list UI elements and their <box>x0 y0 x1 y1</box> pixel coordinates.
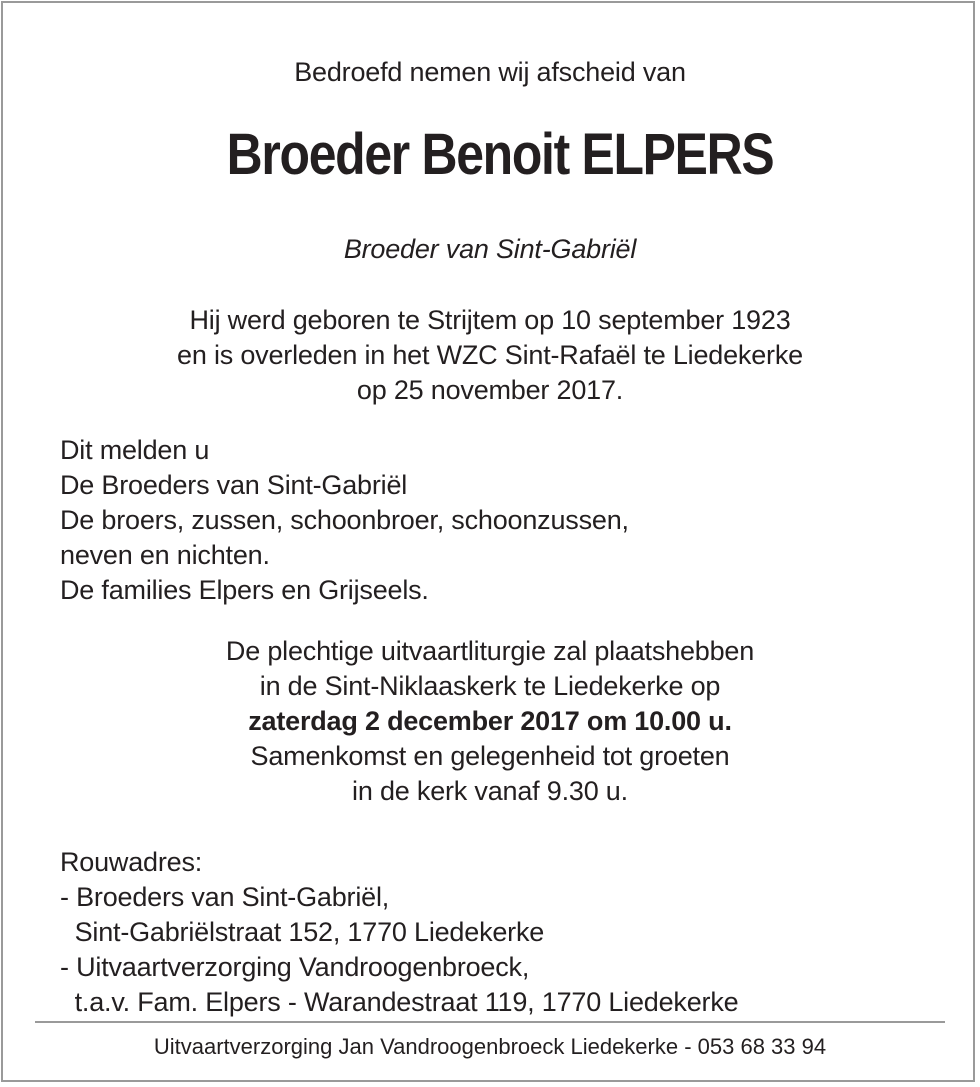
funeral-line-1: De plechtige uitvaartliturgie zal plaatshebben <box>225 636 755 666</box>
funeral-line-2: in de Sint-Niklaaskerk te Liedekerke op <box>259 671 721 701</box>
announcer-line-3: De broers, zussen, schoonbroer, schoonzussen, <box>60 505 629 535</box>
birth-line-2: en is overleden in het WZC Sint-Rafaël te Liedekerke <box>177 340 803 370</box>
address-line-1: - Broeders van Sint-Gabriël, <box>60 882 390 912</box>
intro-text: Bedroefd nemen wij afscheid van <box>294 57 686 87</box>
announcer-line-5: De families Elpers en Grijseels. <box>60 575 429 605</box>
birth-line-1: Hij werd geboren te Strijtem op 10 september 1923 <box>189 305 791 335</box>
funeral-director-footer: Uitvaartverzorging Jan Vandroogenbroeck Liedekerke - 053 68 33 94 <box>153 1034 827 1059</box>
address-line-3: - Uitvaartverzorging Vandroogenbroeck, <box>60 952 530 982</box>
funeral-line-5: in de kerk vanaf 9.30 u. <box>352 776 628 806</box>
deceased-name: Broeder Benoit ELPERS <box>226 122 774 187</box>
birth-line-3: op 25 november 2017. <box>356 375 624 405</box>
footer-divider <box>35 1021 945 1023</box>
religious-title: Broeder van Sint-Gabriël <box>343 234 637 264</box>
announcer-line-1: Dit melden u <box>60 435 210 465</box>
address-line-4: t.a.v. Fam. Elpers - Warandestraat 119, 1770 Liedekerke <box>60 987 739 1017</box>
announcer-line-4: neven en nichten. <box>60 540 270 570</box>
funeral-date: zaterdag 2 december 2017 om 10.00 u. <box>248 706 732 736</box>
funeral-line-4: Samenkomst en gelegenheid tot groeten <box>250 741 730 771</box>
address-line-2: Sint-Gabriëlstraat 152, 1770 Liedekerke <box>60 917 545 947</box>
address-heading: Rouwadres: <box>60 847 203 877</box>
announcer-line-2: De Broeders van Sint-Gabriël <box>60 470 408 500</box>
